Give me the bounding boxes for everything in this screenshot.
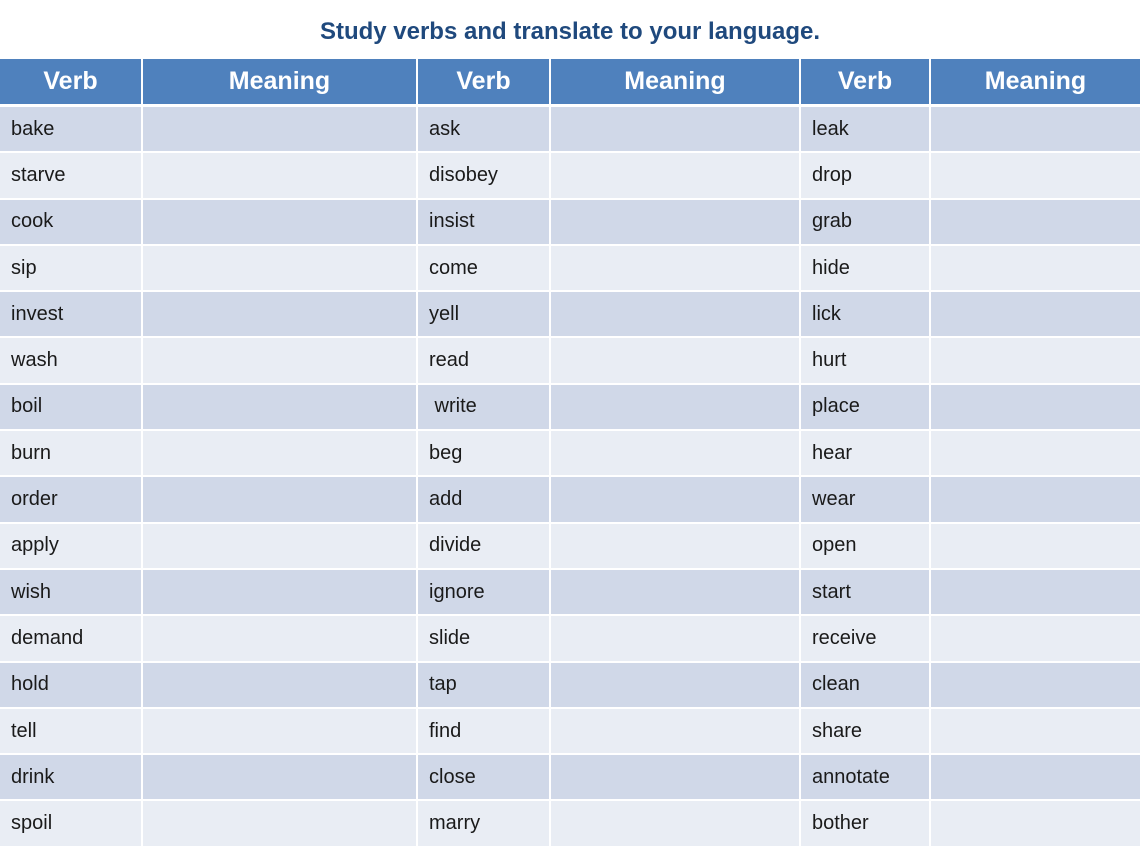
meaning-cell[interactable] [143, 107, 418, 153]
meaning-cell[interactable] [551, 755, 801, 801]
verb-cell: add [418, 477, 551, 523]
meaning-cell[interactable] [551, 431, 801, 477]
meaning-cell[interactable] [931, 755, 1140, 801]
verb-cell: read [418, 338, 551, 384]
verb-cell: hear [801, 431, 931, 477]
table-row [0, 755, 1140, 801]
verb-cell: place [801, 385, 931, 431]
verb-cell: hide [801, 246, 931, 292]
meaning-cell[interactable] [143, 246, 418, 292]
verb-cell: yell [418, 292, 551, 338]
meaning-cell[interactable] [551, 524, 801, 570]
table-body [0, 107, 1140, 848]
verb-cell: tap [418, 663, 551, 709]
meaning-cell[interactable] [931, 570, 1140, 616]
verb-cell: cook [0, 200, 143, 246]
meaning-cell[interactable] [143, 709, 418, 755]
meaning-cell[interactable] [143, 477, 418, 523]
table-row [0, 477, 1140, 523]
meaning-cell[interactable] [143, 292, 418, 338]
meaning-cell[interactable] [931, 338, 1140, 384]
meaning-cell[interactable] [551, 107, 801, 153]
verb-cell: come [418, 246, 551, 292]
verb-table [0, 59, 1140, 848]
meaning-cell[interactable] [931, 385, 1140, 431]
table-row [0, 153, 1140, 199]
verb-cell: divide [418, 524, 551, 570]
verb-cell: ignore [418, 570, 551, 616]
verb-cell: close [418, 755, 551, 801]
verb-cell: annotate [801, 755, 931, 801]
table-row [0, 246, 1140, 292]
table-row [0, 107, 1140, 153]
header-verb-3: Verb [801, 59, 931, 107]
table-row [0, 616, 1140, 662]
meaning-cell[interactable] [931, 663, 1140, 709]
meaning-cell[interactable] [931, 477, 1140, 523]
verb-cell: invest [0, 292, 143, 338]
meaning-cell[interactable] [551, 477, 801, 523]
meaning-cell[interactable] [143, 431, 418, 477]
meaning-cell[interactable] [143, 663, 418, 709]
verb-cell: beg [418, 431, 551, 477]
page-title: Study verbs and translate to your language. [319, 18, 821, 45]
header-meaning-3: Meaning [931, 59, 1140, 107]
table-row [0, 338, 1140, 384]
verb-cell: boil [0, 385, 143, 431]
verb-cell: start [801, 570, 931, 616]
verb-cell: starve [0, 153, 143, 199]
table-row [0, 570, 1140, 616]
verb-cell: wish [0, 570, 143, 616]
verb-cell: receive [801, 616, 931, 662]
verb-cell: drop [801, 153, 931, 199]
verb-cell: order [0, 477, 143, 523]
meaning-cell[interactable] [551, 570, 801, 616]
header-verb-2: Verb [418, 59, 551, 107]
verb-cell: lick [801, 292, 931, 338]
meaning-cell[interactable] [551, 709, 801, 755]
meaning-cell[interactable] [551, 292, 801, 338]
verb-cell: insist [418, 200, 551, 246]
verb-cell: marry [418, 801, 551, 847]
verb-cell: slide [418, 616, 551, 662]
table-row [0, 709, 1140, 755]
meaning-cell[interactable] [551, 801, 801, 847]
verb-cell: wear [801, 477, 931, 523]
verb-cell: clean [801, 663, 931, 709]
meaning-cell[interactable] [551, 616, 801, 662]
verb-cell: write [418, 385, 551, 431]
verb-cell: grab [801, 200, 931, 246]
meaning-cell[interactable] [551, 663, 801, 709]
meaning-cell[interactable] [143, 153, 418, 199]
table-row [0, 431, 1140, 477]
meaning-cell[interactable] [143, 200, 418, 246]
verb-cell: drink [0, 755, 143, 801]
table-row [0, 801, 1140, 847]
meaning-cell[interactable] [143, 385, 418, 431]
meaning-cell[interactable] [931, 524, 1140, 570]
verb-cell: open [801, 524, 931, 570]
table-row [0, 385, 1140, 431]
verb-cell: hurt [801, 338, 931, 384]
verb-cell: burn [0, 431, 143, 477]
verb-cell: leak [801, 107, 931, 153]
verb-cell: spoil [0, 801, 143, 847]
meaning-cell[interactable] [143, 524, 418, 570]
meaning-cell[interactable] [143, 801, 418, 847]
verb-cell: sip [0, 246, 143, 292]
table-row [0, 292, 1140, 338]
verb-cell: share [801, 709, 931, 755]
verb-cell: ask [418, 107, 551, 153]
table-row [0, 663, 1140, 709]
meaning-cell[interactable] [551, 385, 801, 431]
meaning-cell[interactable] [143, 755, 418, 801]
meaning-cell[interactable] [931, 200, 1140, 246]
meaning-cell[interactable] [551, 246, 801, 292]
header-meaning-1: Meaning [143, 59, 418, 107]
verb-cell: disobey [418, 153, 551, 199]
header-row [0, 59, 1140, 107]
meaning-cell[interactable] [931, 431, 1140, 477]
meaning-cell[interactable] [143, 616, 418, 662]
meaning-cell[interactable] [551, 200, 801, 246]
table-row [0, 524, 1140, 570]
verb-cell: wash [0, 338, 143, 384]
verb-cell: apply [0, 524, 143, 570]
verb-cell: bake [0, 107, 143, 153]
meaning-cell[interactable] [551, 338, 801, 384]
meaning-cell[interactable] [931, 709, 1140, 755]
verb-cell: demand [0, 616, 143, 662]
meaning-cell[interactable] [931, 801, 1140, 847]
header-verb-1: Verb [0, 59, 143, 107]
verb-cell: hold [0, 663, 143, 709]
meaning-cell[interactable] [931, 153, 1140, 199]
meaning-cell[interactable] [551, 153, 801, 199]
verb-cell: tell [0, 709, 143, 755]
meaning-cell[interactable] [931, 246, 1140, 292]
meaning-cell[interactable] [931, 107, 1140, 153]
verb-cell: find [418, 709, 551, 755]
meaning-cell[interactable] [143, 338, 418, 384]
header-meaning-2: Meaning [551, 59, 801, 107]
verb-cell: bother [801, 801, 931, 847]
meaning-cell[interactable] [143, 570, 418, 616]
meaning-cell[interactable] [931, 616, 1140, 662]
meaning-cell[interactable] [931, 292, 1140, 338]
table-row [0, 200, 1140, 246]
